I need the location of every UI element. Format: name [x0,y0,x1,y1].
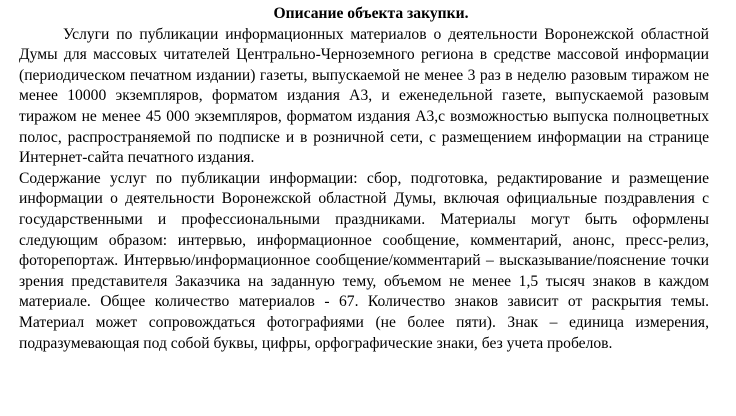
paragraph-service-content: Содержание услуг по публикации информации: сбор, подготовка, редактирование и размещение информации о деятельности Воронежской областной Думы, включая официальные поздравления с государственными и профессиональными праздниками. Материалы могут быть оформлены следующим образом: интервью, информационное сообщение, комментарий, анонс, пресс-релиз, фоторепортаж. Интервью/информационное сообщение/комментарий – высказывание/пояснение точки зрения представителя Заказчика на заданную тему, объемом не менее 1,5 тысяч знаков в каждом материале. Общее количество материалов - 67. Количество знаков зависит от раскрытия темы. Материал может сопровождаться фотографиями (не более пяти). Знак – единица измерения, подразумевающая под собой буквы, цифры, орфографические знаки, без учета пробелов. [19,169,709,352]
document-title: Описание объекта закупки. [273,5,469,22]
paragraph-service-description: Услуги по публикации информационных материалов о деятельности Воронежской областной Думы для массовых читателей Центрально-Черноземного региона в средстве массовой информации (периодическом печатном издании) газеты, выпускаемой не менее 3 раз в неделю разовым тиражом не менее 10000 экземпляров, форматом издания А3, и еженедельной газете, выпускаемой разовым тиражом не менее 45 000 экземпляров, форматом издания А3,с возможностью выпуска полноцветных полос, распространяемой по подписке и в розничной сети, с размещением информации на странице Интернет-сайта печатного издания. [19,25,709,167]
document [19,4,709,354]
